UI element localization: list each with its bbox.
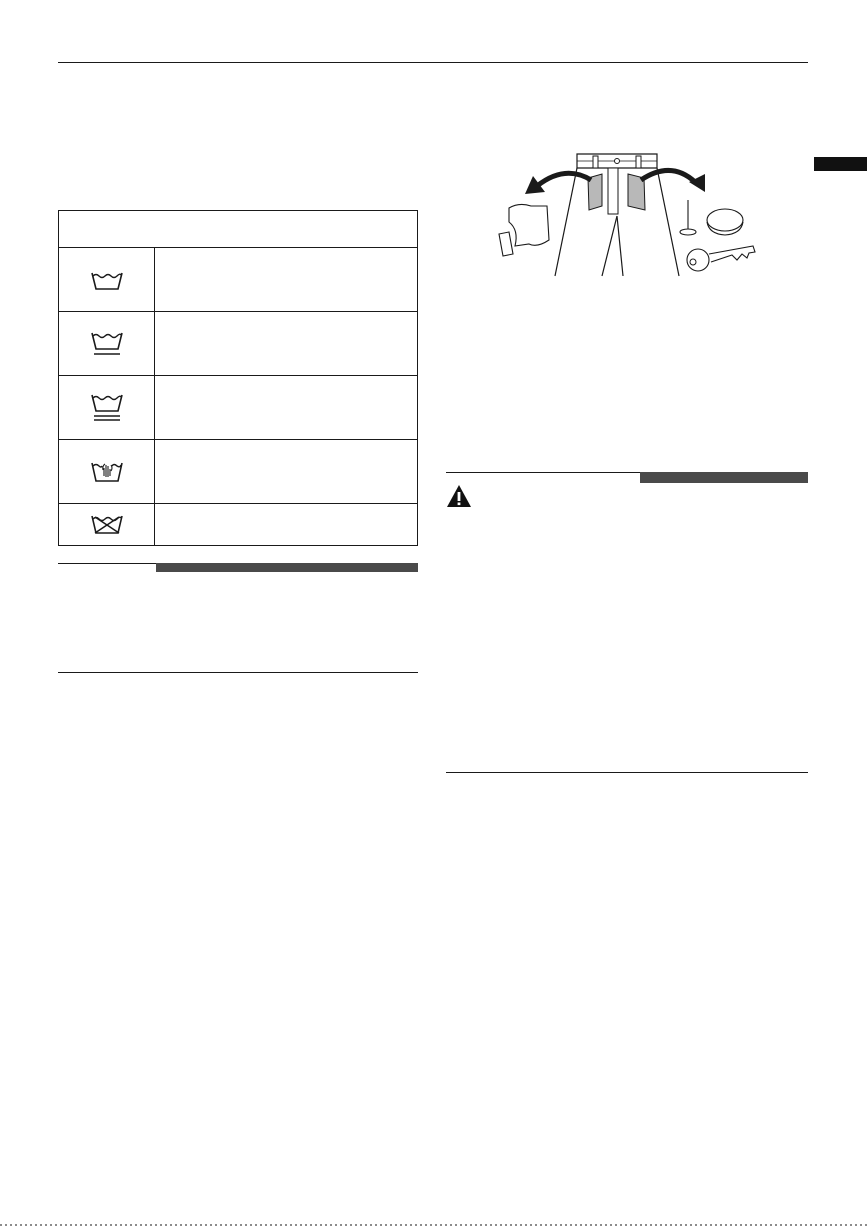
lipstick-icon xyxy=(499,232,513,256)
do-not-wash-icon xyxy=(59,504,154,545)
table-row xyxy=(59,248,417,312)
note-end-rule xyxy=(58,672,418,673)
hand-wash-icon xyxy=(59,440,154,504)
table-row xyxy=(59,504,417,545)
warning-header-bar xyxy=(640,472,808,483)
tissue-icon xyxy=(509,204,549,246)
table-row xyxy=(59,312,417,376)
header-rule xyxy=(58,62,808,63)
wash-gentle-icon xyxy=(59,376,154,440)
wash-normal-icon xyxy=(59,248,154,312)
chapter-tab xyxy=(814,157,867,171)
pin-icon xyxy=(680,200,696,235)
table-header-row xyxy=(59,211,417,248)
key-icon xyxy=(687,246,755,271)
warning-header-rule xyxy=(446,472,640,473)
table-row xyxy=(59,376,417,440)
pants-pockets-illustration xyxy=(495,148,765,280)
warning-end-rule xyxy=(446,772,808,773)
wash-permanent-press-icon xyxy=(59,312,154,376)
note-header-rule xyxy=(58,563,156,564)
coin-icon xyxy=(707,209,743,235)
note-header-bar xyxy=(156,563,418,572)
table-row xyxy=(59,440,417,504)
care-symbol-table xyxy=(58,210,418,546)
warning-icon xyxy=(446,484,472,508)
crop-line xyxy=(0,1213,867,1215)
